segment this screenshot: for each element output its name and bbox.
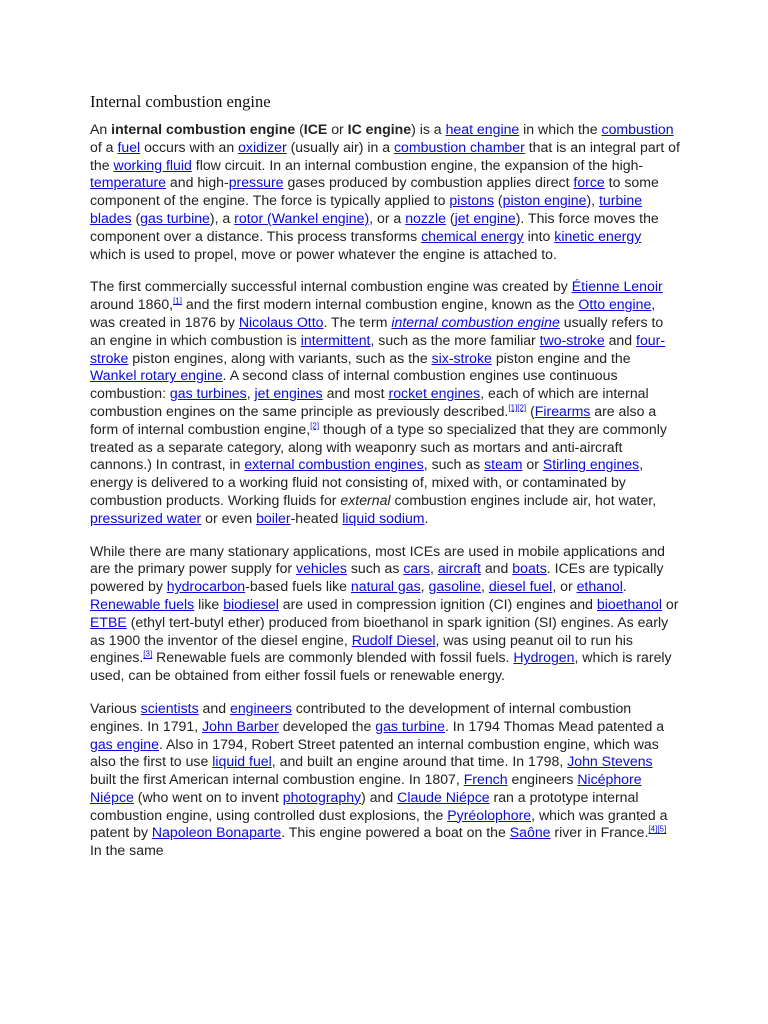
text: The first commercially successful internal combustion engine was created by bbox=[90, 278, 572, 295]
text: , or a bbox=[369, 209, 406, 226]
wiki-link[interactable]: Étienne Lenoir bbox=[571, 278, 663, 295]
bold-text: internal combustion engine bbox=[111, 121, 296, 137]
text: ( bbox=[131, 209, 141, 226]
text: river in France. bbox=[550, 824, 649, 841]
text: or bbox=[522, 456, 543, 473]
citation-link[interactable]: [3] bbox=[143, 649, 153, 659]
wiki-link[interactable]: rotor (Wankel engine) bbox=[234, 209, 370, 226]
wiki-link[interactable]: external combustion engines bbox=[244, 456, 424, 473]
text: . ICEs are typically powered by bbox=[90, 560, 664, 595]
text: , bbox=[429, 560, 438, 577]
italic-text: external bbox=[340, 491, 391, 508]
wiki-link[interactable]: engineers bbox=[229, 699, 292, 716]
text: combustion engines include air, hot water, bbox=[390, 491, 657, 508]
wiki-link[interactable]: Otto engine bbox=[578, 296, 652, 313]
wiki-link[interactable]: chemical energy bbox=[421, 227, 524, 244]
wiki-link[interactable]: fuel bbox=[117, 138, 141, 155]
text: (usually air) in a bbox=[286, 138, 394, 155]
citation-ref bbox=[508, 403, 526, 412]
wiki-link[interactable]: gas turbine bbox=[375, 717, 445, 734]
text: , bbox=[481, 578, 489, 595]
wiki-link[interactable]: biodiesel bbox=[223, 595, 279, 612]
text: , each of which are internal combustion engines on the same principle as previously described. bbox=[90, 385, 649, 419]
text: While there are many stationary applications, most ICEs are used in mobile applications and are the primary power supply for bbox=[90, 542, 666, 577]
citation-ref bbox=[173, 296, 182, 305]
text: to some component of the engine. The force is typically applied to bbox=[90, 174, 659, 209]
wiki-link[interactable]: pistons bbox=[449, 192, 495, 209]
text: , was created in 1876 by bbox=[90, 296, 656, 330]
citation-ref bbox=[310, 421, 319, 430]
citation-link[interactable]: [2] bbox=[310, 421, 320, 431]
wiki-link[interactable]: vehicles bbox=[296, 560, 347, 577]
text: ) is a bbox=[411, 121, 446, 137]
wiki-link[interactable]: intermittent bbox=[300, 331, 371, 348]
text: , such as the more familiar bbox=[370, 331, 540, 348]
wiki-link[interactable]: piston engine bbox=[502, 192, 587, 209]
text: . This engine powered a boat on the bbox=[281, 824, 510, 841]
wiki-link[interactable]: photography bbox=[282, 788, 362, 805]
text: and the first modern internal combustion engine, known as the bbox=[181, 296, 579, 313]
text: and bbox=[604, 331, 637, 348]
paragraph bbox=[90, 278, 680, 527]
text: contributed to the development of internal combustion engines. In 1791, bbox=[90, 699, 632, 734]
wiki-link[interactable]: combustion bbox=[601, 121, 674, 137]
page-title: Internal combustion engine bbox=[90, 92, 271, 111]
text: such as bbox=[346, 560, 404, 577]
citation-ref bbox=[648, 825, 666, 834]
text: , bbox=[246, 385, 255, 402]
wiki-link[interactable]: diesel fuel bbox=[488, 578, 553, 595]
citation-link[interactable]: [1] bbox=[173, 296, 182, 306]
text: . Also in 1794, Robert Street patented an internal combustion engine, which was also the first to use bbox=[90, 735, 659, 770]
wiki-link[interactable]: bioethanol bbox=[596, 595, 662, 612]
wiki-link[interactable]: hydrocarbon bbox=[166, 578, 246, 595]
wiki-link[interactable]: Nicolaus Otto bbox=[238, 313, 324, 330]
wiki-link[interactable]: temperature bbox=[90, 174, 166, 191]
text: ran a prototype internal combustion engine, using controlled dust explosions, the bbox=[90, 788, 639, 823]
text: (who went on to invent bbox=[133, 788, 283, 805]
wiki-link[interactable]: oxidizer bbox=[238, 138, 287, 155]
text: ( bbox=[295, 121, 304, 137]
wiki-link[interactable]: Pyréolophore bbox=[447, 806, 532, 823]
wiki-link[interactable]: jet engine bbox=[454, 209, 516, 226]
text: piston engines, along with variants, such as the bbox=[128, 349, 432, 366]
text: , such as bbox=[423, 456, 485, 473]
wiki-link[interactable]: pressure bbox=[228, 174, 284, 191]
wiki-link[interactable]: boiler bbox=[256, 509, 291, 526]
wiki-link[interactable]: Claude Niépce bbox=[397, 788, 490, 805]
wiki-link[interactable]: Nicéphore Niépce bbox=[90, 771, 642, 805]
wiki-link[interactable]: cars bbox=[403, 560, 430, 577]
text: ), a bbox=[209, 209, 235, 226]
text: ). This force moves the component over a distance. This process transforms bbox=[90, 209, 659, 244]
paragraph bbox=[90, 700, 680, 860]
text: , or bbox=[552, 578, 577, 595]
citation-ref bbox=[143, 650, 152, 659]
bold-text: ICE bbox=[303, 121, 328, 137]
wiki-link[interactable]: ethanol bbox=[576, 578, 623, 595]
wiki-link[interactable]: Rudolf Diesel bbox=[351, 631, 436, 648]
text: built the first American internal combustion engine. In 1807, bbox=[90, 771, 464, 788]
text: An bbox=[90, 121, 112, 137]
text: In the same bbox=[90, 842, 164, 859]
wiki-link[interactable]: jet engines bbox=[254, 385, 323, 402]
wiki-link[interactable]: French bbox=[463, 771, 508, 788]
text: occurs with an bbox=[140, 138, 239, 155]
paragraph bbox=[90, 543, 680, 685]
text: ( bbox=[445, 209, 455, 226]
wiki-link[interactable]: Napoleon Bonaparte bbox=[151, 824, 282, 841]
wiki-link[interactable]: turbine blades bbox=[90, 192, 643, 226]
text: gases produced by combustion applies direct bbox=[283, 174, 574, 191]
wiki-link[interactable]: six-stroke bbox=[431, 349, 492, 366]
citation-link[interactable]: [1][2] bbox=[508, 403, 527, 413]
text: of a bbox=[90, 138, 118, 155]
text: or bbox=[327, 121, 348, 137]
wiki-link[interactable]: Renewable fuels bbox=[90, 595, 195, 612]
bold-text: IC engine bbox=[347, 121, 412, 137]
text: or bbox=[661, 595, 679, 612]
text: piston engine and the bbox=[491, 349, 631, 366]
text: around 1860, bbox=[90, 296, 174, 313]
wiki-link[interactable]: gas turbines bbox=[169, 385, 247, 402]
text: which is used to propel, move or power whatever the engine is attached to. bbox=[90, 245, 557, 262]
wiki-link[interactable]: heat engine bbox=[445, 121, 520, 137]
text: like bbox=[194, 595, 224, 612]
text: . A second class of internal combustion engines use continuous combustion: bbox=[90, 367, 618, 402]
text: . The term bbox=[323, 313, 392, 330]
wiki-link[interactable]: natural gas bbox=[350, 578, 421, 595]
text: , which is rarely used, can be obtained from either fossil fuels or renewable energy. bbox=[90, 649, 672, 684]
text: developed the bbox=[278, 717, 376, 734]
wiki-link[interactable]: gas turbine bbox=[140, 209, 210, 226]
wiki-link[interactable]: ETBE bbox=[90, 613, 127, 630]
text: , was using peanut oil to run his engines. bbox=[90, 631, 633, 666]
wiki-link[interactable]: Firearms bbox=[534, 402, 591, 419]
text: into bbox=[523, 227, 555, 244]
citation-link[interactable]: [4][5] bbox=[648, 824, 667, 834]
wiki-link[interactable]: John Barber bbox=[202, 717, 279, 734]
wiki-link[interactable]: nozzle bbox=[405, 209, 446, 226]
wiki-link[interactable]: steam bbox=[484, 456, 523, 473]
wiki-link[interactable]: Stirling engines bbox=[542, 456, 640, 473]
text: are used in compression ignition (CI) engines and bbox=[278, 595, 597, 612]
text: . In 1794 Thomas Mead patented a bbox=[444, 717, 665, 734]
wiki-link[interactable]: scientists bbox=[140, 699, 199, 716]
article bbox=[90, 92, 680, 875]
text: and most bbox=[322, 385, 389, 402]
wiki-link[interactable]: Wankel rotary engine bbox=[90, 367, 223, 384]
wiki-link[interactable]: internal combustion engine bbox=[391, 313, 560, 330]
text: . bbox=[424, 509, 429, 526]
text: , bbox=[420, 578, 429, 595]
wiki-link[interactable]: aircraft bbox=[437, 560, 481, 577]
wiki-link[interactable]: pressurized water bbox=[90, 509, 202, 526]
wiki-link[interactable]: force bbox=[573, 174, 605, 191]
text: , energy is delivered to a working fluid not consisting of, mixed with, or contaminated by combustion products. Working fluids for bbox=[90, 456, 644, 508]
wiki-link[interactable]: rocket engines bbox=[388, 385, 481, 402]
text: though of a type so specialized that they are commonly treated as a separate category, along with weaponry such as mortars and anti-aircraft cannons.) In contrast, in bbox=[90, 420, 667, 473]
text: and bbox=[198, 699, 230, 716]
wiki-link[interactable]: combustion chamber bbox=[393, 138, 525, 155]
text: Renewable fuels are commonly blended with fossil fuels. bbox=[152, 649, 514, 666]
text: usually refers to an engine in which combustion is bbox=[90, 313, 664, 348]
text: (ethyl tert-butyl ether) produced from bioethanol in spark ignition (SI) engines. As early as 1900 the inventor of the diesel engine, bbox=[90, 613, 669, 648]
paragraph bbox=[90, 121, 680, 263]
text: , and built an engine around that time. In 1798, bbox=[271, 753, 568, 770]
wiki-link[interactable]: liquid fuel bbox=[212, 753, 272, 770]
wiki-link[interactable]: Saône bbox=[509, 824, 551, 841]
wiki-link[interactable]: liquid sodium bbox=[342, 509, 425, 526]
text: and bbox=[480, 560, 513, 577]
wiki-link[interactable]: working fluid bbox=[113, 156, 192, 173]
text: -heated bbox=[290, 509, 343, 526]
wiki-link[interactable]: gas engine bbox=[90, 735, 159, 752]
text: Various bbox=[90, 699, 141, 716]
wiki-link[interactable]: Hydrogen bbox=[513, 649, 575, 666]
wiki-link[interactable]: four-stroke bbox=[90, 331, 666, 366]
text: in which the bbox=[519, 121, 602, 137]
text: are also a form of internal combustion engine, bbox=[90, 402, 657, 437]
text: and high- bbox=[166, 174, 229, 191]
text: or even bbox=[201, 509, 257, 526]
text: flow circuit. In an internal combustion engine, the expansion of the high- bbox=[191, 156, 644, 173]
text: ( bbox=[494, 192, 503, 209]
wiki-link[interactable]: gasoline bbox=[428, 578, 481, 595]
text: ( bbox=[526, 402, 535, 419]
text: ), bbox=[586, 192, 600, 209]
article-body bbox=[90, 121, 680, 860]
text: engineers bbox=[507, 771, 578, 788]
text: ) and bbox=[361, 788, 398, 805]
text: that is an integral part of the bbox=[90, 138, 680, 173]
text: . bbox=[622, 578, 627, 595]
wiki-link[interactable]: two-stroke bbox=[539, 331, 605, 348]
text: -based fuels like bbox=[245, 578, 351, 595]
text: , which was granted a patent by bbox=[90, 806, 668, 841]
wiki-link[interactable]: John Stevens bbox=[567, 753, 653, 770]
wiki-link[interactable]: boats bbox=[512, 560, 547, 577]
wiki-link[interactable]: kinetic energy bbox=[554, 227, 642, 244]
